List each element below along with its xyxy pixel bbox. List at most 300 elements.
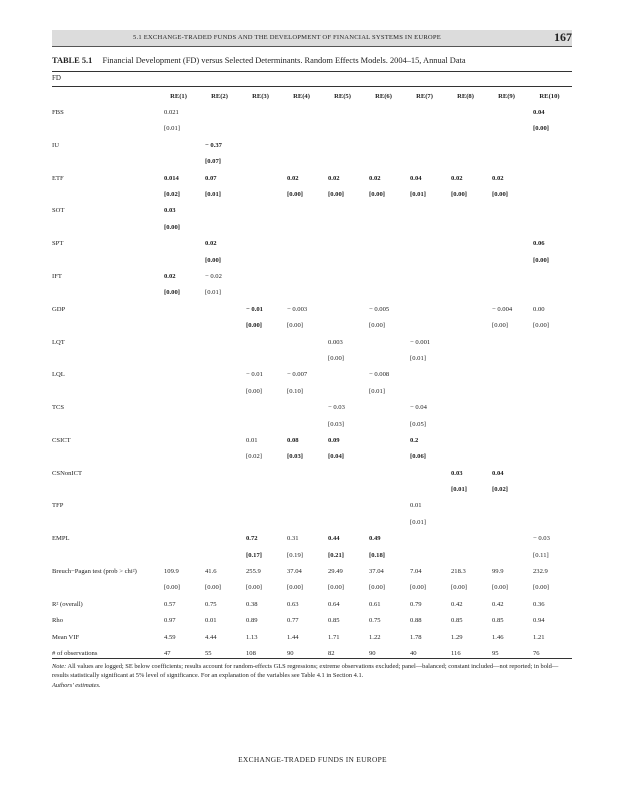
table-cell: 0.021 — [164, 109, 179, 117]
table-cell: 0.02 — [164, 272, 176, 280]
table-cell: [0.00] — [287, 191, 303, 199]
table-cell — [445, 498, 486, 514]
table-cell — [322, 285, 363, 301]
table-cell — [199, 449, 240, 465]
table-cell: 29.49 — [328, 568, 343, 576]
table-cell — [281, 465, 322, 481]
row-label — [52, 514, 158, 530]
table-cell — [322, 104, 363, 120]
row-label: IFT — [52, 272, 62, 280]
table-cell — [281, 334, 322, 350]
table-cell — [199, 481, 240, 497]
table-cell: 1.22 — [369, 633, 381, 641]
row-label: LQL — [52, 371, 65, 379]
table-cell: [0.10] — [287, 387, 303, 395]
row-label — [52, 416, 158, 432]
table-cell: [0.00] — [164, 289, 180, 297]
table-cell — [486, 334, 527, 350]
table-cell — [158, 236, 199, 252]
table-cell — [322, 154, 363, 170]
table-cell — [363, 236, 404, 252]
table-cell — [486, 531, 527, 547]
table-row — [52, 334, 572, 350]
table-cell: [0.17] — [246, 551, 262, 559]
table-cell — [527, 137, 572, 153]
table-row — [52, 219, 572, 235]
table-cell: 0.03 — [164, 207, 176, 215]
table-row — [52, 350, 572, 366]
table-cell: [0.00] — [533, 322, 549, 330]
table-cell — [363, 449, 404, 465]
table-cell — [240, 170, 281, 186]
table-cell: − 0.003 — [287, 305, 308, 313]
table-cell — [486, 350, 527, 366]
table-cell — [363, 514, 404, 530]
table-cell — [281, 514, 322, 530]
table-row — [52, 383, 572, 399]
table-cell: [0.00] — [246, 322, 262, 330]
table-cell — [199, 498, 240, 514]
table-cell — [445, 317, 486, 333]
table-cell: 1.71 — [328, 633, 340, 641]
table-cell — [486, 219, 527, 235]
row-label: LQT — [52, 338, 65, 346]
table-cell — [158, 317, 199, 333]
table-cell: 1.46 — [492, 633, 504, 641]
table-cell — [158, 334, 199, 350]
table-header-row — [52, 88, 572, 104]
table-cell — [281, 137, 322, 153]
table-cell — [199, 383, 240, 399]
table-cell — [445, 252, 486, 268]
table-cell: [0.01] — [410, 191, 426, 199]
table-cell: 95 — [492, 649, 499, 657]
table-cell — [281, 154, 322, 170]
table-cell: [0.02] — [164, 191, 180, 199]
table-cell — [445, 219, 486, 235]
table-cell — [527, 285, 572, 301]
table-cell: 0.75 — [205, 600, 217, 608]
table-cell — [158, 531, 199, 547]
table-cell — [281, 104, 322, 120]
table-cell — [445, 334, 486, 350]
table-cell: [0.07] — [205, 158, 221, 166]
table-cell — [199, 547, 240, 563]
table-cell — [445, 301, 486, 317]
table-cell — [240, 137, 281, 153]
table-cell: 0.02 — [369, 174, 381, 182]
table-cell — [240, 350, 281, 366]
table-cell: 0.04 — [492, 469, 504, 477]
table-cell — [240, 203, 281, 219]
table-cell: 7.04 — [410, 568, 422, 576]
table-cell — [486, 498, 527, 514]
column-header: RE(5) — [334, 92, 351, 100]
table-cell: [0.01] — [451, 486, 467, 494]
table-cell — [240, 121, 281, 137]
table-cell — [240, 416, 281, 432]
table-cell: [0.00] — [164, 584, 180, 592]
table-cell — [363, 481, 404, 497]
table-cell: 76 — [533, 649, 540, 657]
table-cell — [486, 252, 527, 268]
table-cell: [0.00] — [328, 584, 344, 592]
row-label — [52, 580, 158, 596]
table-cell — [486, 416, 527, 432]
table-cell: 0.07 — [205, 174, 217, 182]
table-cell: 0.57 — [164, 600, 176, 608]
table-cell: 0.42 — [492, 600, 504, 608]
table-cell: 255.9 — [246, 568, 261, 576]
table-cell — [199, 465, 240, 481]
table-cell — [445, 416, 486, 432]
table-cell — [158, 514, 199, 530]
table-cell: [0.00] — [328, 354, 344, 362]
column-header: RE(7) — [416, 92, 433, 100]
table-cell: 41.6 — [205, 568, 217, 576]
table-row — [52, 563, 572, 579]
table-cell — [486, 137, 527, 153]
table-cell — [445, 383, 486, 399]
table-cell: 0.85 — [492, 617, 504, 625]
table-cell — [240, 514, 281, 530]
table-row — [52, 465, 572, 481]
table-cell: 0.03 — [451, 469, 463, 477]
table-cell: [0.02] — [492, 486, 508, 494]
table-cell: 0.2 — [410, 436, 419, 444]
table-cell — [445, 104, 486, 120]
table-cell — [281, 285, 322, 301]
table-row — [52, 645, 572, 661]
running-head: 5.1 EXCHANGE-TRADED FUNDS AND THE DEVELOPMENT OF FINANCIAL SYSTEMS IN EUROPE — [133, 34, 441, 41]
table-cell — [240, 236, 281, 252]
table-cell: [0.00] — [164, 223, 180, 231]
table-cell — [445, 203, 486, 219]
table-cell: 90 — [287, 649, 294, 657]
table-row — [52, 498, 572, 514]
table-cell — [158, 383, 199, 399]
table-bottom-rule — [52, 658, 572, 659]
results-table — [52, 88, 572, 662]
table-cell — [527, 498, 572, 514]
table-cell — [404, 121, 445, 137]
table-cell — [445, 137, 486, 153]
table-cell: 0.02 — [287, 174, 299, 182]
table-cell: 0.44 — [328, 535, 340, 543]
table-cell: 0.63 — [287, 600, 299, 608]
table-cell — [486, 121, 527, 137]
table-cell: 1.13 — [246, 633, 258, 641]
table-cell: 0.38 — [246, 600, 258, 608]
table-cell — [404, 547, 445, 563]
table-row — [52, 432, 572, 448]
table-cell — [445, 399, 486, 415]
table-cell — [199, 514, 240, 530]
table-row — [52, 613, 572, 629]
table-row — [52, 580, 572, 596]
table-cell: [0.03] — [328, 420, 344, 428]
table-cell: [0.00] — [205, 256, 221, 264]
table-cell: − 0.004 — [492, 305, 513, 313]
table-cell: [0.01] — [410, 518, 426, 526]
table-row — [52, 531, 572, 547]
table-cell — [527, 383, 572, 399]
row-label: FBS — [52, 109, 64, 117]
table-cell — [404, 383, 445, 399]
table-cell — [281, 481, 322, 497]
column-header: RE(9) — [498, 92, 515, 100]
table-cell — [445, 154, 486, 170]
table-row — [52, 449, 572, 465]
table-cell: 0.61 — [369, 600, 381, 608]
table-cell — [240, 252, 281, 268]
table-cell: [0.21] — [328, 551, 344, 559]
table-row — [52, 547, 572, 563]
table-cell — [445, 121, 486, 137]
table-cell: 0.02 — [205, 240, 217, 248]
table-cell: [0.00] — [246, 387, 262, 395]
table-cell: − 0.008 — [369, 371, 390, 379]
table-cell — [527, 432, 572, 448]
table-cell: [0.18] — [369, 551, 385, 559]
table-cell — [486, 399, 527, 415]
table-cell: [0.01] — [164, 125, 180, 133]
table-cell — [404, 465, 445, 481]
table-row — [52, 629, 572, 645]
row-label: TFP — [52, 502, 64, 510]
table-cell: [0.00] — [492, 322, 508, 330]
table-cell — [281, 236, 322, 252]
table-cell — [486, 383, 527, 399]
table-cell — [486, 154, 527, 170]
table-cell — [527, 170, 572, 186]
table-cell — [281, 498, 322, 514]
table-row — [52, 236, 572, 252]
table-cell: [0.01] — [410, 354, 426, 362]
table-cell — [404, 317, 445, 333]
table-cell: [0.06] — [410, 453, 426, 461]
table-cell: − 0.001 — [410, 338, 431, 346]
table-cell — [486, 514, 527, 530]
table-row — [52, 285, 572, 301]
table-cell — [322, 219, 363, 235]
row-label: GDP — [52, 305, 66, 313]
table-cell — [527, 416, 572, 432]
table-cell — [322, 301, 363, 317]
table-cell — [404, 252, 445, 268]
table-cell — [322, 383, 363, 399]
table-cell: 47 — [164, 649, 171, 657]
table-cell — [363, 268, 404, 284]
table-cell: 108 — [246, 649, 256, 657]
table-cell — [527, 219, 572, 235]
table-cell — [322, 268, 363, 284]
row-label — [52, 121, 158, 137]
table-cell: − 0.005 — [369, 305, 390, 313]
table-body — [52, 104, 572, 661]
table-cell: 1.44 — [287, 633, 299, 641]
table-cell — [199, 219, 240, 235]
table-cell — [404, 219, 445, 235]
table-cell: 90 — [369, 649, 376, 657]
table-cell — [199, 301, 240, 317]
table-cell — [363, 154, 404, 170]
table-cell — [404, 285, 445, 301]
table-cell: 0.88 — [410, 617, 422, 625]
table-cell: 0.00 — [533, 305, 545, 313]
row-label: CSNonICT — [52, 469, 83, 477]
table-cell — [486, 547, 527, 563]
row-label: Breuch−Pagan test (prob > chi²) — [52, 568, 137, 576]
table-cell — [199, 203, 240, 219]
table-row — [52, 121, 572, 137]
table-row — [52, 252, 572, 268]
table-cell: 0.01 — [410, 502, 422, 510]
table-cell — [281, 268, 322, 284]
row-label — [52, 252, 158, 268]
table-cell: 0.01 — [246, 436, 258, 444]
table-cell: 109.9 — [164, 568, 179, 576]
table-cell — [240, 154, 281, 170]
table-cell: [0.00] — [287, 584, 303, 592]
table-cell — [363, 350, 404, 366]
table-cell — [158, 465, 199, 481]
table-row — [52, 203, 572, 219]
table-cell — [322, 367, 363, 383]
table-cell — [445, 449, 486, 465]
table-cell — [322, 203, 363, 219]
table-cell: 0.02 — [451, 174, 463, 182]
table-cell — [445, 350, 486, 366]
table-cell: [0.19] — [287, 551, 303, 559]
table-cell — [240, 285, 281, 301]
row-label: SPT — [52, 240, 64, 248]
table-cell — [527, 399, 572, 415]
table-cell: 0.64 — [328, 600, 340, 608]
table-cell: 0.49 — [369, 535, 381, 543]
table-cell — [322, 236, 363, 252]
table-row — [52, 154, 572, 170]
dependent-variable-label: FD — [52, 74, 61, 82]
table-cell — [445, 285, 486, 301]
table-cell: 0.89 — [246, 617, 258, 625]
table-row — [52, 399, 572, 415]
table-cell: [0.00] — [328, 191, 344, 199]
table-cell — [445, 432, 486, 448]
table-cell — [240, 498, 281, 514]
table-cell: 0.08 — [287, 436, 299, 444]
table-cell — [363, 432, 404, 448]
table-cell: − 0.007 — [287, 371, 308, 379]
column-header: RE(2) — [211, 92, 228, 100]
table-cell: 0.04 — [410, 174, 422, 182]
table-cell — [445, 236, 486, 252]
table-row — [52, 416, 572, 432]
table-cell — [527, 186, 572, 202]
table-cell — [363, 121, 404, 137]
table-cell — [158, 399, 199, 415]
table-cell — [445, 547, 486, 563]
column-header: RE(8) — [457, 92, 474, 100]
table-cell — [158, 350, 199, 366]
table-row — [52, 596, 572, 612]
table-cell — [445, 531, 486, 547]
table-cell — [404, 481, 445, 497]
table-cell: 0.31 — [287, 535, 299, 543]
table-cell: 4.44 — [205, 633, 217, 641]
table-cell — [240, 104, 281, 120]
table-row — [52, 514, 572, 530]
table-cell: [0.00] — [369, 191, 385, 199]
table-cell — [486, 268, 527, 284]
table-cell — [240, 465, 281, 481]
table-cell: − 0.01 — [246, 305, 263, 313]
table-cell — [158, 416, 199, 432]
table-cell — [404, 137, 445, 153]
table-cell — [527, 334, 572, 350]
table-cell — [158, 137, 199, 153]
table-cell: 0.06 — [533, 240, 545, 248]
table-cell — [281, 416, 322, 432]
table-cell — [404, 531, 445, 547]
table-cell: 1.78 — [410, 633, 422, 641]
table-cell: − 0.04 — [410, 404, 427, 412]
table-cell — [322, 465, 363, 481]
row-label — [52, 285, 158, 301]
table-cell — [281, 252, 322, 268]
table-title: Financial Development (FD) versus Selected Determinants. Random Effects Models. 2004–15, Annual Data — [102, 56, 466, 65]
table-top-rule — [52, 71, 572, 72]
table-cell — [527, 514, 572, 530]
table-cell — [158, 449, 199, 465]
column-header: RE(6) — [375, 92, 392, 100]
table-cell — [158, 252, 199, 268]
table-row — [52, 317, 572, 333]
row-label — [52, 481, 158, 497]
table-cell: [0.00] — [410, 584, 426, 592]
table-row — [52, 481, 572, 497]
table-cell — [363, 219, 404, 235]
table-cell — [404, 203, 445, 219]
row-label: Rho — [52, 617, 63, 625]
note-text: All values are logged; SE below coefficients; results account for random-effects GLS regressions; extreme observations excluded; panel—balanced; constant included—not reported; in bold—results statistically significant at 5% level of significance. For an explanation of the variables see Table 4.1 in Section 4.1. — [52, 663, 559, 680]
table-cell: [0.00] — [287, 322, 303, 330]
row-label — [52, 186, 158, 202]
table-cell — [527, 449, 572, 465]
table-cell: [0.00] — [451, 191, 467, 199]
row-label: ETF — [52, 174, 64, 182]
table-cell — [363, 399, 404, 415]
table-cell — [527, 367, 572, 383]
table-cell — [527, 268, 572, 284]
table-cell — [404, 104, 445, 120]
table-cell: [0.01] — [369, 387, 385, 395]
table-cell — [158, 481, 199, 497]
table-cell — [363, 416, 404, 432]
table-note — [52, 662, 572, 690]
row-label — [52, 547, 158, 563]
table-cell — [240, 334, 281, 350]
table-cell — [240, 481, 281, 497]
table-cell — [363, 104, 404, 120]
table-cell — [486, 432, 527, 448]
column-header: RE(4) — [293, 92, 310, 100]
table-cell — [240, 399, 281, 415]
table-cell — [281, 350, 322, 366]
table-cell — [199, 531, 240, 547]
table-cell — [199, 416, 240, 432]
row-label — [52, 383, 158, 399]
